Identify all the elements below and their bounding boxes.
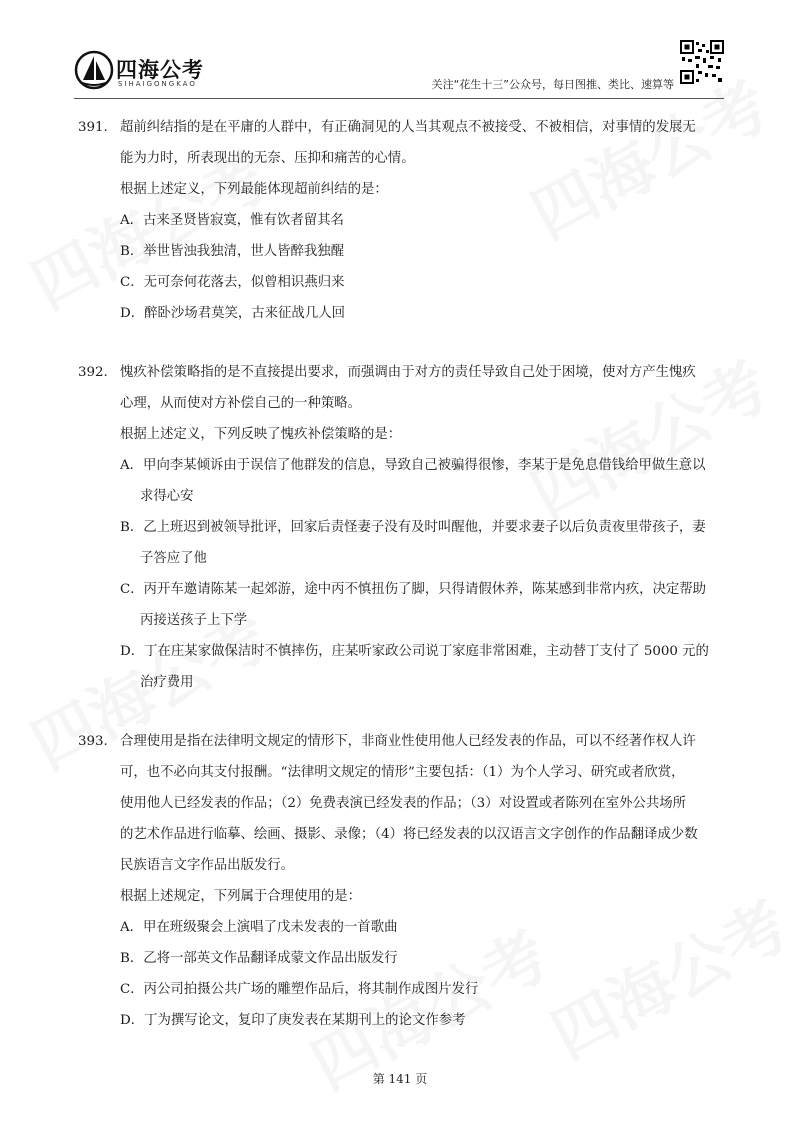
question-stem: 民族语言文字作品出版发行。: [120, 858, 295, 873]
question-stem: 可，也不必向其支付报酬。“法律明文规定的情形”主要包括：（1）为个人学习、研究或者欣赏，: [120, 765, 685, 780]
logo-text: 四海公考: [116, 58, 204, 82]
option-a-continued: 求得心安: [140, 489, 194, 504]
logo: [74, 48, 214, 94]
option-b-continued: 子答应了他: [140, 551, 207, 566]
question-list: [78, 112, 728, 1064]
question-prompt: 根据上述定义，下列反映了愧疚补偿策略的是：: [120, 427, 402, 442]
option-d: D．丁为撰写论文，复印了庚发表在某期刊上的论文作参考: [120, 1013, 466, 1028]
page-number: 第 141 页: [372, 1072, 428, 1086]
option-c: C．丙公司拍摄公共广场的雕塑作品后，将其制作成图片发行: [120, 982, 479, 997]
qr-code-icon: [680, 40, 724, 84]
question-stem: 的艺术作品进行临摹、绘画、摄影、录像；（4）将已经发表的以汉语言文字创作的作品翻译成少数: [120, 827, 698, 842]
question-stem: 393. 合理使用是指在法律明文规定的情形下，非商业性使用他人已经发表的作品，可以不经著作权人许: [78, 726, 728, 757]
sailboat-logo-icon: [74, 50, 114, 90]
question-stem: 能为力时，所表现出的无奈、压抑和痛苦的心情。: [120, 151, 415, 166]
question-391: [78, 112, 728, 329]
option-a: A．古来圣贤皆寂寞，惟有饮者留其名: [120, 213, 344, 228]
option-c: C．无可奈何花落去，似曾相识燕归来: [120, 275, 345, 290]
option-b: B．乙将一部英文作品翻译成蒙文作品出版发行: [120, 951, 398, 966]
question-number: 393.: [78, 734, 108, 749]
question-stem: 392. 愧疚补偿策略指的是不直接提出要求，而强调由于对方的责任导致自己处于困境，使对方产生愧疚: [78, 357, 728, 388]
option-c: C．丙开车邀请陈某一起郊游，途中丙不慎扭伤了脚，只得请假休养，陈某感到非常内疚，决定帮助: [120, 582, 707, 597]
question-stem: 391. 超前纠结指的是在平庸的人群中，有正确洞见的人当其观点不被接受、不被相信，对事情的发展无: [78, 112, 728, 143]
logo-subtitle: SIHAIGONGKAO: [118, 80, 197, 88]
option-d-continued: 治疗费用: [140, 675, 194, 690]
header-tagline: 关注“花生十三”公众号，每日图推、类比、速算等: [431, 78, 674, 91]
question-stem: 心理，从而使对方补偿自己的一种策略。: [120, 396, 362, 411]
option-a: A．甲在班级聚会上演唱了戊未发表的一首歌曲: [120, 920, 398, 935]
question-stem: 使用他人已经发表的作品；（2）免费表演已经发表的作品；（3）对设置或者陈列在室外公共场所: [120, 796, 687, 811]
page-header: [74, 40, 724, 96]
option-b: B．乙上班迟到被领导批评，回家后责怪妻子没有及时叫醒他，并要求妻子以后负责夜里带孩子，妻: [120, 520, 706, 535]
question-392: [78, 357, 728, 698]
option-d: D．丁在庄某家做保洁时不慎摔伤，庄某听家政公司说丁家庭非常困难，主动替丁支付了 5000 元的: [120, 644, 709, 659]
question-number: 391.: [78, 120, 108, 135]
option-b: B．举世皆浊我独清，世人皆醉我独醒: [120, 244, 345, 259]
question-prompt: 根据上述规定，下列属于合理使用的是：: [120, 889, 362, 904]
question-prompt: 根据上述定义，下列最能体现超前纠结的是：: [120, 182, 388, 197]
question-393: [78, 726, 728, 1036]
option-d: D．醉卧沙场君莫笑，古来征战几人回: [120, 306, 345, 321]
header-divider: [74, 98, 724, 99]
option-c-continued: 丙接送孩子上下学: [140, 613, 248, 628]
question-number: 392.: [78, 365, 108, 380]
option-a: A．甲向李某倾诉由于误信了他群发的信息，导致自己被骗得很惨，李某于是免息借钱给甲做生意以: [120, 458, 706, 473]
